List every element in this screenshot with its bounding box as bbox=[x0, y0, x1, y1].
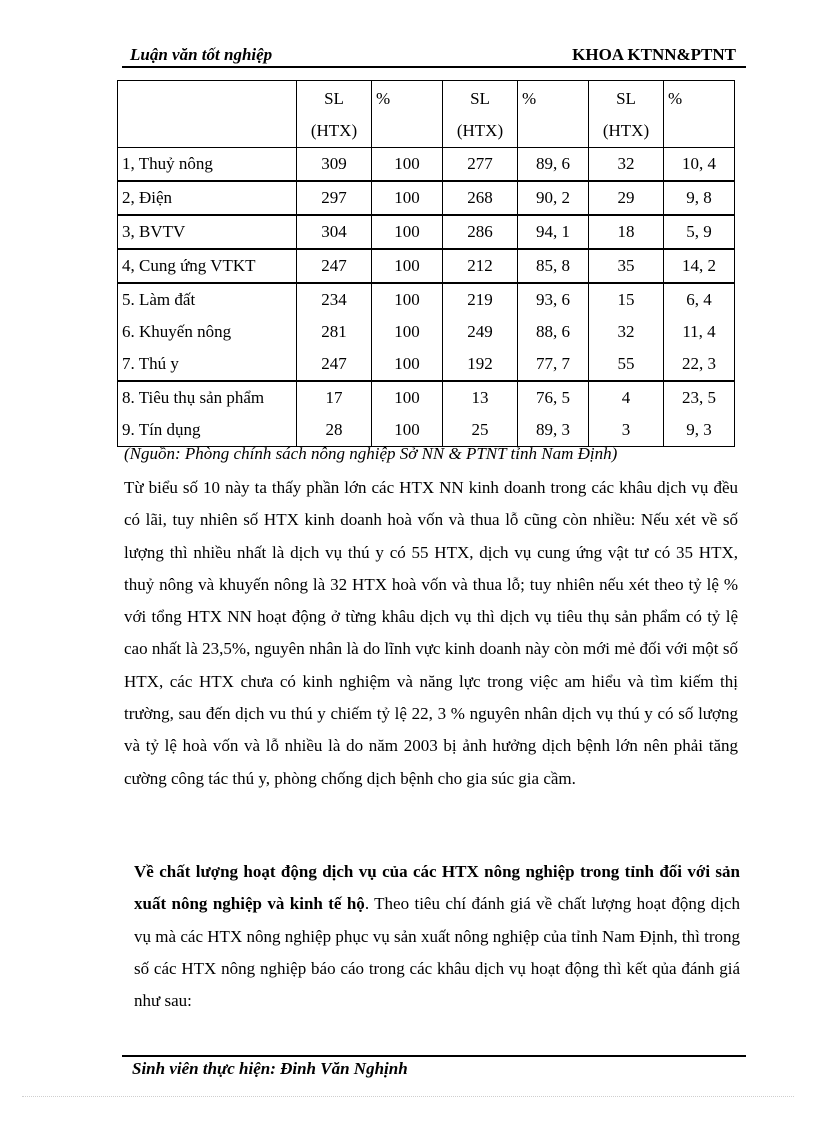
table-cell: 35 bbox=[589, 249, 664, 283]
table-cell: 100 bbox=[372, 381, 443, 414]
table-cell: 9, 3 bbox=[664, 414, 735, 447]
table-row bbox=[118, 316, 735, 348]
table-cell: 88, 6 bbox=[518, 316, 589, 348]
table-cell: 5, 9 bbox=[664, 215, 735, 249]
table-header-cell: % bbox=[518, 81, 589, 148]
table-cell: 94, 1 bbox=[518, 215, 589, 249]
row-label: 4, Cung ứng VTKT bbox=[118, 249, 297, 283]
table-header-cell: SL (HTX) bbox=[589, 81, 664, 148]
row-label: 2, Điện bbox=[118, 181, 297, 215]
table-cell: 297 bbox=[297, 181, 372, 215]
table-cell: 25 bbox=[443, 414, 518, 447]
row-label: 8. Tiêu thụ sản phẩm bbox=[118, 381, 297, 414]
table-cell: 28 bbox=[297, 414, 372, 447]
table-row bbox=[118, 414, 735, 447]
table-cell: 10, 4 bbox=[664, 148, 735, 182]
table-row bbox=[118, 348, 735, 381]
header-department: KHOA KTNN&PTNT bbox=[572, 45, 736, 64]
table-cell: 100 bbox=[372, 414, 443, 447]
table-cell: 234 bbox=[297, 283, 372, 316]
table-cell: 89, 3 bbox=[518, 414, 589, 447]
table-cell: 89, 6 bbox=[518, 148, 589, 182]
table-cell: 77, 7 bbox=[518, 348, 589, 381]
table-cell: 192 bbox=[443, 348, 518, 381]
table-row bbox=[118, 283, 735, 316]
table-cell: 4 bbox=[589, 381, 664, 414]
row-label: 7. Thú y bbox=[118, 348, 297, 381]
table-cell: 76, 5 bbox=[518, 381, 589, 414]
table-cell: 309 bbox=[297, 148, 372, 182]
table-header-cell: % bbox=[664, 81, 735, 148]
table-cell: 29 bbox=[589, 181, 664, 215]
table-cell: 100 bbox=[372, 215, 443, 249]
table-header-cell: % bbox=[372, 81, 443, 148]
page-header bbox=[122, 44, 746, 68]
row-label: 6. Khuyến nông bbox=[118, 316, 297, 348]
table-header-row bbox=[118, 81, 735, 148]
table-cell: 304 bbox=[297, 215, 372, 249]
header-title: Luận văn tốt nghiệp bbox=[130, 45, 273, 64]
table-row bbox=[118, 181, 735, 215]
table-cell: 3 bbox=[589, 414, 664, 447]
table-cell: 15 bbox=[589, 283, 664, 316]
table-header-cell: SL (HTX) bbox=[443, 81, 518, 148]
table-cell: 11, 4 bbox=[664, 316, 735, 348]
table-cell: 23, 5 bbox=[664, 381, 735, 414]
table-cell: 13 bbox=[443, 381, 518, 414]
page-footer: Sinh viên thực hiện: Đinh Văn Nghịnh bbox=[132, 1059, 408, 1078]
footer-divider bbox=[122, 1055, 746, 1057]
row-label: 5. Làm đất bbox=[118, 283, 297, 316]
table-cell: 219 bbox=[443, 283, 518, 316]
table-cell: 14, 2 bbox=[664, 249, 735, 283]
table-cell: 281 bbox=[297, 316, 372, 348]
table-cell: 247 bbox=[297, 249, 372, 283]
row-label: 1, Thuỷ nông bbox=[118, 148, 297, 182]
table-cell: 6, 4 bbox=[664, 283, 735, 316]
page-edge-divider bbox=[22, 1096, 794, 1097]
table-row bbox=[118, 381, 735, 414]
table-cell: 249 bbox=[443, 316, 518, 348]
table-header-cell: SL (HTX) bbox=[297, 81, 372, 148]
table-cell: 286 bbox=[443, 215, 518, 249]
table-cell: 100 bbox=[372, 316, 443, 348]
table-row bbox=[118, 215, 735, 249]
table-source-note: (Nguồn: Phòng chính sách nông nghiệp Sở NN & PTNT tỉnh Nam Định) bbox=[124, 444, 618, 463]
table-header-cell bbox=[118, 81, 297, 148]
table-cell: 100 bbox=[372, 348, 443, 381]
table-cell: 85, 8 bbox=[518, 249, 589, 283]
table-cell: 100 bbox=[372, 181, 443, 215]
body-paragraph-2 bbox=[134, 856, 740, 1017]
service-results-table bbox=[117, 80, 735, 447]
table-cell: 9, 8 bbox=[664, 181, 735, 215]
table-cell: 247 bbox=[297, 348, 372, 381]
table-cell: 17 bbox=[297, 381, 372, 414]
table-cell: 268 bbox=[443, 181, 518, 215]
table-cell: 93, 6 bbox=[518, 283, 589, 316]
table-cell: 100 bbox=[372, 148, 443, 182]
table-cell: 32 bbox=[589, 316, 664, 348]
paragraph-body: . Theo tiêu chí đánh giá về chất lượng hoạt động dịch vụ mà các HTX nông nghiệp phục vụ sản xuất nông nghiệp của tỉnh Nam Định, thì trong số các HTX nông nghiệp báo cáo trong các khâu dịch vụ hoạt động thì kết qủa đánh giá như sau: bbox=[134, 894, 740, 1011]
table-row bbox=[118, 148, 735, 182]
table-cell: 32 bbox=[589, 148, 664, 182]
table-cell: 55 bbox=[589, 348, 664, 381]
row-label: 9. Tín dụng bbox=[118, 414, 297, 447]
table-cell: 212 bbox=[443, 249, 518, 283]
table-row bbox=[118, 249, 735, 283]
paragraph-bold-lead: Về chất lượng hoạt động dịch vụ của các HTX nông nghiệp trong tỉnh đối với sản xuất nông nghiệp và kinh tế hộ bbox=[134, 862, 740, 914]
row-label: 3, BVTV bbox=[118, 215, 297, 249]
table-cell: 18 bbox=[589, 215, 664, 249]
table-cell: 100 bbox=[372, 283, 443, 316]
table-cell: 100 bbox=[372, 249, 443, 283]
body-paragraph-1: Từ biểu số 10 này ta thấy phần lớn các HTX NN kinh doanh trong các khâu dịch vụ đều có lãi, tuy nhiên số HTX kinh doanh hoà vốn và thua lỗ cũng còn nhiều: Nếu xét về số lượng thì nhiều nhất là dịch vụ thú y có 55 HTX, dịch vụ cung ứng vật tư có 35 HTX, thuỷ nông và khuyến nông là 32 HTX hoà vốn và thua lỗ; tuy nhiên nếu xét theo tỷ lệ % với tổng HTX NN hoạt động ở từng khâu dịch vụ thì dịch vụ tiêu thụ sản phẩm có tỷ lệ cao nhất là 23,5%, nguyên nhân là do lĩnh vực kinh doanh này còn mới mẻ đối với một số HTX, các HTX chưa có kinh nghiệm và năng lực trong việc am hiểu và tìm kiếm thị trường, sau đến dịch vu thú y chiếm tỷ lệ 22, 3 % nguyên nhân dịch vụ thú y có số lượng và tỷ lệ hoà vốn và lỗ nhiều là do năm 2003 bị ảnh hưởng dịch bệnh lớn nên phải tăng cường công tác thú y, phòng chống dịch bệnh cho gia súc gia cầm. bbox=[124, 478, 738, 788]
table-cell: 22, 3 bbox=[664, 348, 735, 381]
table-cell: 277 bbox=[443, 148, 518, 182]
table-cell: 90, 2 bbox=[518, 181, 589, 215]
